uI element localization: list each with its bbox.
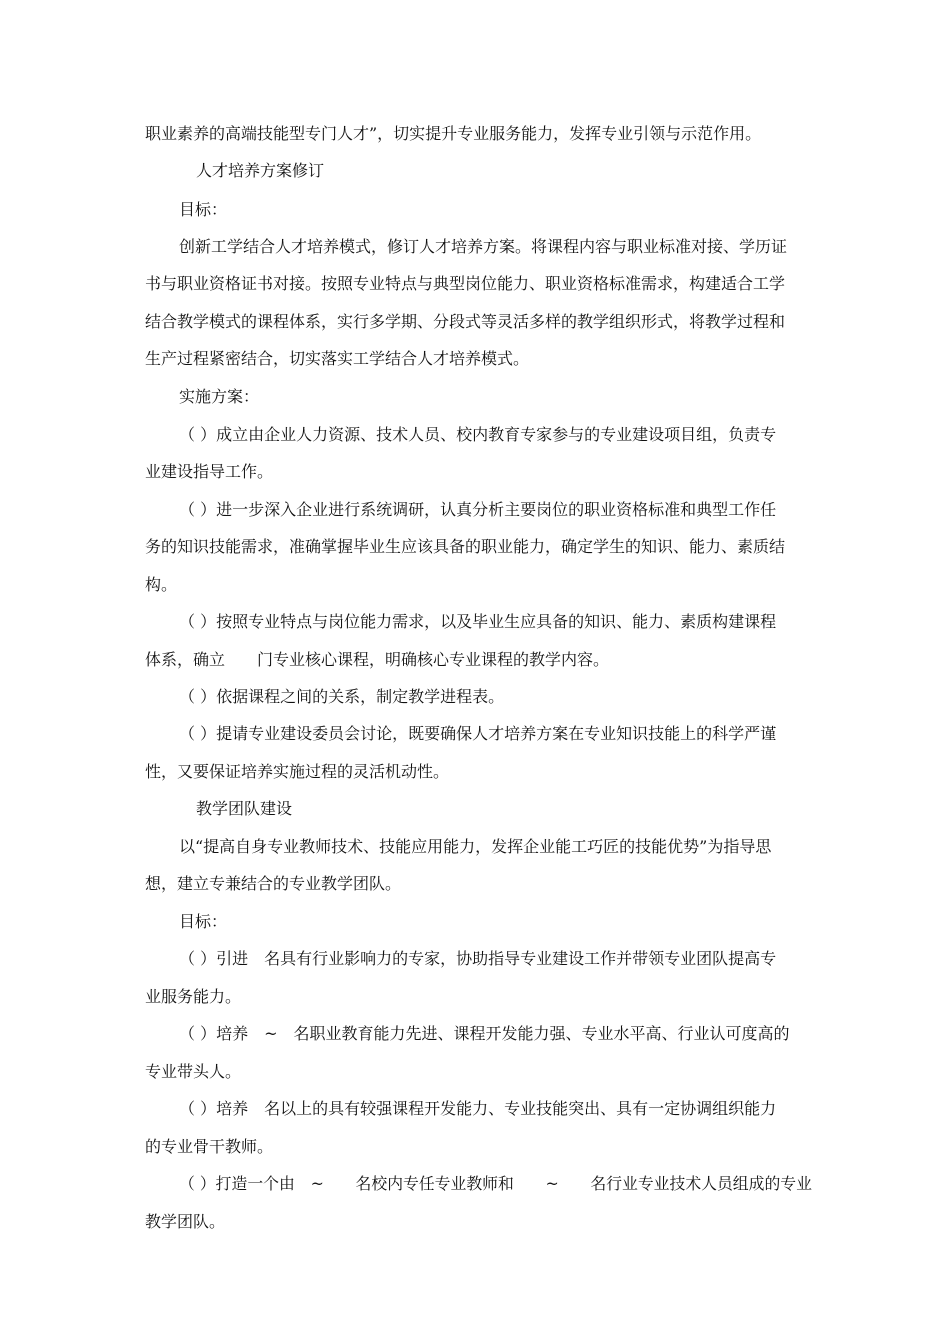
text-line: 生产过程紧密结合，切实落实工学结合人才培养模式。: [145, 349, 530, 368]
text-line: 构。: [145, 575, 178, 594]
text-line: 职业素养的高端技能型专门人才”，切实提升专业服务能力，发挥专业引领与示范作用。: [145, 124, 762, 143]
text-line: 的专业骨干教师。: [145, 1137, 274, 1156]
text-line: （ ）提请专业建设委员会讨论，既要确保人才培养方案在专业知识技能上的科学严谨: [179, 724, 777, 743]
section-heading: 人才培养方案修订: [196, 161, 325, 180]
text-line: 目标：: [179, 200, 228, 219]
text-line: 业服务能力。: [145, 987, 242, 1006]
text-line: 专业带头人。: [145, 1062, 242, 1081]
text-line: （ ）依据课程之间的关系，制定教学进程表。: [179, 687, 505, 706]
text-line: 以“提高自身专业教师技术、技能应用能力，发挥企业能工巧匠的技能优势”为指导思: [179, 837, 772, 856]
text-line: （ ）进一步深入企业进行系统调研，认真分析主要岗位的职业资格标准和典型工作任: [179, 500, 777, 519]
text-line: 创新工学结合人才培养模式，修订人才培养方案。将课程内容与职业标准对接、学历证: [179, 237, 788, 256]
text-line: 实施方案：: [179, 387, 260, 406]
text-line: （ ）成立由企业人力资源、技术人员、校内教育专家参与的专业建设项目组，负责专: [179, 425, 777, 444]
text-line: （ ）培养 ~ 名职业教育能力先进、课程开发能力强、专业水平高、行业认可度高的: [179, 1024, 790, 1043]
text-line: 想，建立专兼结合的专业教学团队。: [145, 874, 402, 893]
text-line: （ ）按照专业特点与岗位能力需求，以及毕业生应具备的知识、能力、素质构建课程: [179, 612, 777, 631]
text-line: （ ）引进 名具有行业影响力的专家，协助指导专业建设工作并带领专业团队提高专: [179, 949, 777, 968]
text-line: 教学团队。: [145, 1212, 226, 1231]
text-line: 务的知识技能需求，准确掌握毕业生应该具备的职业能力，确定学生的知识、能力、素质结: [145, 537, 786, 556]
text-line: 书与职业资格证书对接。按照专业特点与典型岗位能力、职业资格标准需求，构建适合工学: [145, 274, 786, 293]
text-line: 业建设指导工作。: [145, 462, 274, 481]
text-line: 性，又要保证培养实施过程的灵活机动性。: [145, 762, 450, 781]
text-line: （ ）培养 名以上的具有较强课程开发能力、专业技能突出、具有一定协调组织能力: [179, 1099, 777, 1118]
text-line: 结合教学模式的课程体系，实行多学期、分段式等灵活多样的教学组织形式，将教学过程和: [145, 312, 786, 331]
text-line: 体系，确立 门专业核心课程，明确核心专业课程的教学内容。: [145, 650, 610, 669]
section-heading: 教学团队建设: [196, 799, 293, 818]
text-line: 目标：: [179, 912, 228, 931]
text-line: （ ）打造一个由 ~ 名校内专任专业教师和 ~ 名行业专业技术人员组成的专业: [179, 1174, 812, 1193]
